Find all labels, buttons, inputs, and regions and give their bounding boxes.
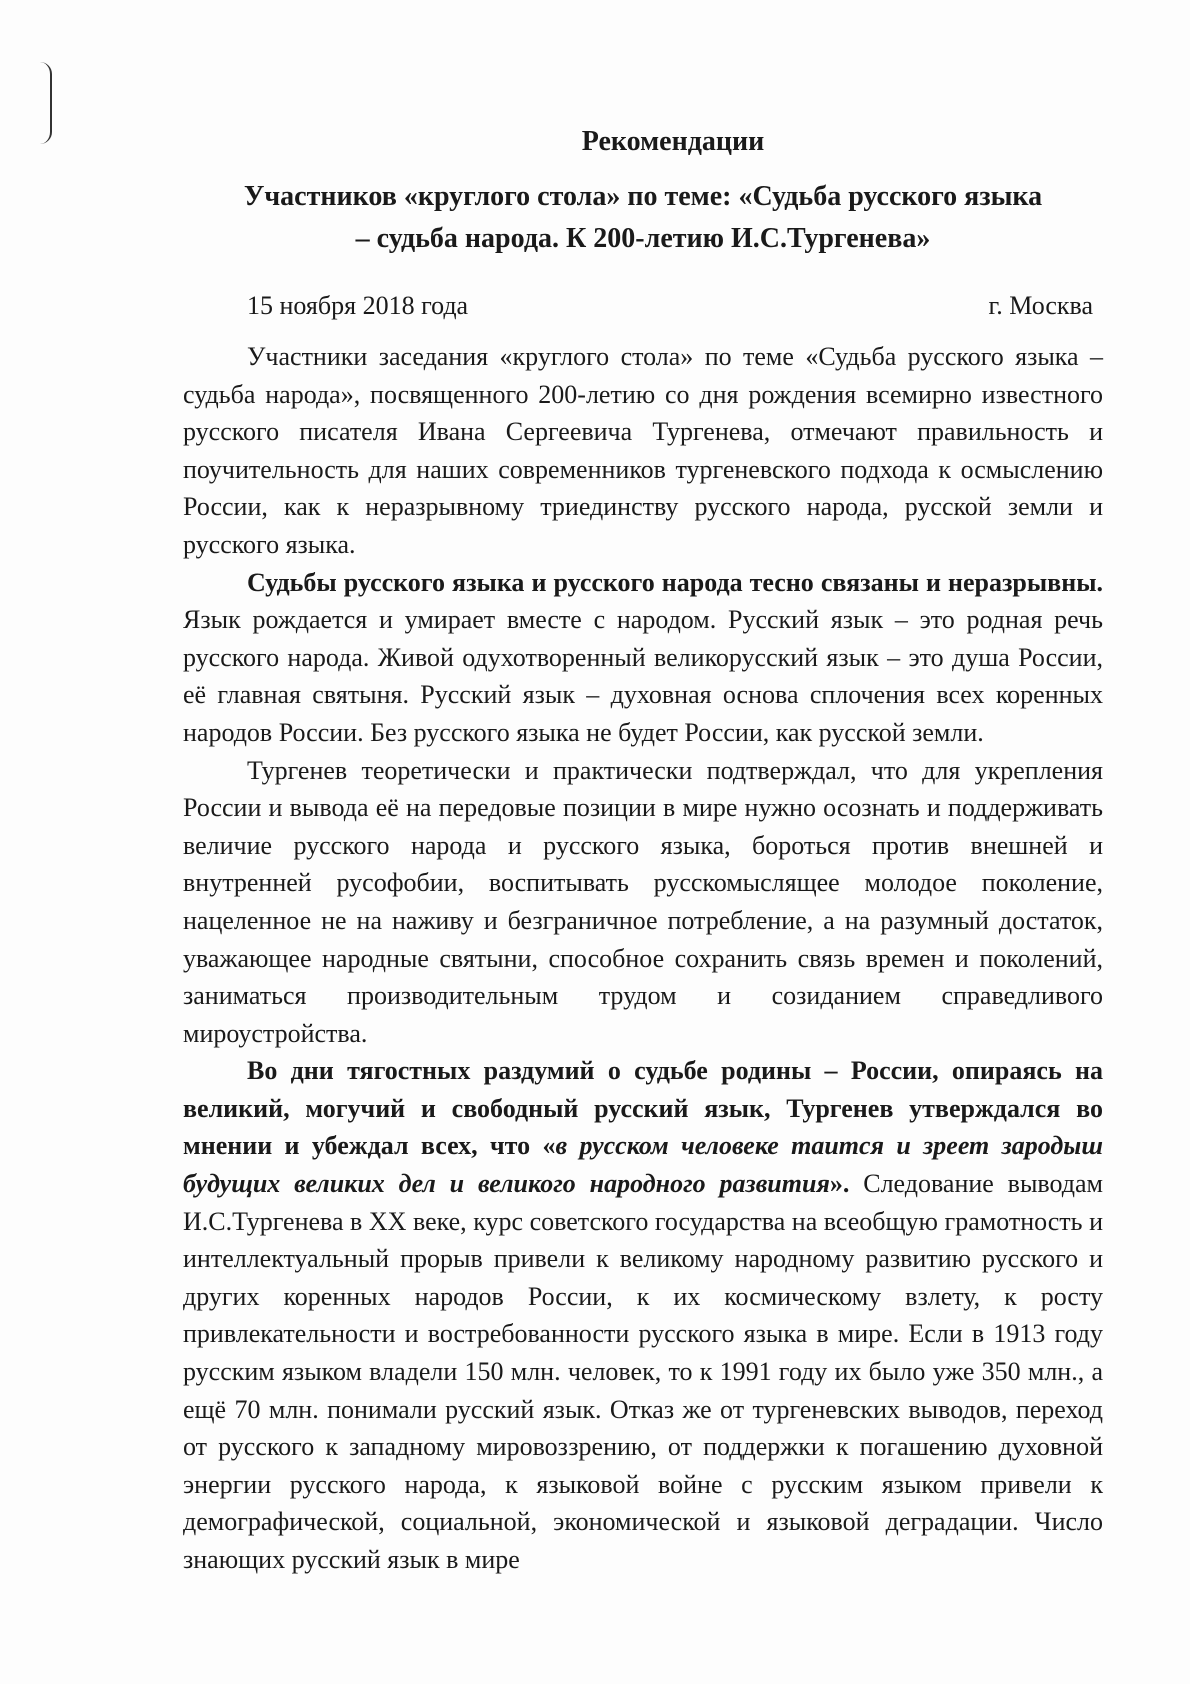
- document-place: г. Москва: [988, 291, 1093, 320]
- dateline: [183, 286, 1103, 326]
- document-subtitle: [183, 176, 1103, 260]
- paragraph-4-text: Следование выводам И.С.Тургенева в XX веке, курс советского государства на всеобщую грамотность и интеллектуальный прорыв привели к великому народному развитию русского и других коренных народов России, к их космическому взлету, к росту привлекательности и востребованности русского языка в мире. Если в 1913 году русским языком владели 150 млн. человек, то к 1991 году их было уже 350 млн., а ещё 70 млн. понимали русский язык. Отказ же от тургеневских выводов, переход от русского к западному мировоззрению, от поддержки к погашению духовной энергии русского народа, к языковой войне с русским языком привели к демографической, социальной, экономической и языковой деградации. Число знающих русский язык в мире: [183, 1169, 1103, 1574]
- paragraph-2: [183, 564, 1103, 752]
- paragraph-4-bold-end: ».: [829, 1169, 850, 1199]
- document-date: 15 ноября 2018 года: [247, 291, 469, 320]
- document-body: [183, 122, 1103, 1579]
- paragraph-2-text: Язык рождается и умирает вместе с народом. Русский язык – это родная речь русского народа. Живой одухотворенный великорусский язык – это душа России, её главная святыня. Русский язык – духовная основа сплочения всех коренных народов России. Без русского языка не будет России, как русской земли.: [183, 605, 1103, 747]
- paragraph-4-quote: в русском человеке таится и зреет зародыш будущих великих дел и великого народного развития: [183, 1131, 1104, 1199]
- subtitle-line-2: – судьба народа. К 200-летию И.С.Тургенева»: [355, 223, 931, 254]
- paragraph-3: Тургенев теоретически и практически подтверждал, что для укрепления России и вывода её на передовые позиции в мире нужно осознать и поддерживать величие русского народа и русского языка, бороться против внешней и внутренней русофобии, воспитывать русскомыслящее молодое поколение, нацеленное не на наживу и безграничное потребление, а на разумный достаток, уважающее народные святыни, способное сохранить связь времен и поколений, заниматься производительным трудом и созиданием справедливого мироустройства.: [183, 755, 1103, 1048]
- paragraph-2-bold: Судьбы русского языка и русского народа тесно связаны и неразрывны.: [247, 567, 1103, 597]
- binding-mark: [40, 62, 52, 144]
- subtitle-line-1: Участников «круглого стола» по теме: «Судьба русского языка: [243, 181, 1043, 212]
- document-title: Рекомендации: [581, 126, 765, 157]
- paragraph-4-bold: Во дни тягостных раздумий о судьбе родины – России, опираясь на великий, могучий и свободный русский язык, Тургенев утверждался во мнении и убеждал всех, что «: [183, 1056, 1103, 1161]
- paragraph-4: [183, 1052, 1103, 1578]
- paragraph-1: Участники заседания «круглого стола» по теме «Судьба русского языка – судьба народа», посвященного 200-летию со дня рождения всемирно известного русского писателя Ивана Сергеевича Тургенева, отмечают правильность и поучительность для наших современников тургеневского подхода к осмыслению России, как к неразрывному триединству русского народа, русской земли и русского языка.: [183, 342, 1103, 559]
